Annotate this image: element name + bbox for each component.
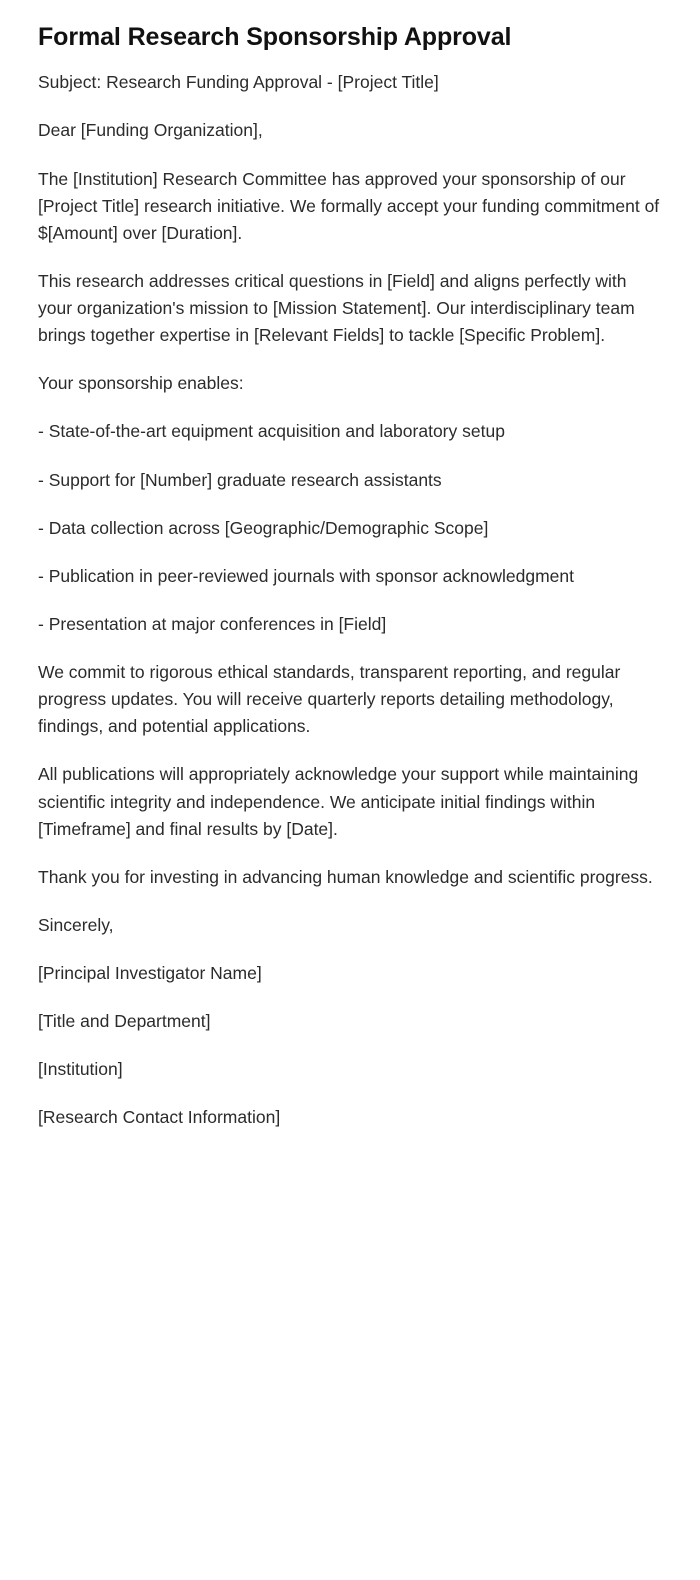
list-item: - State-of-the-art equipment acquisition and laboratory setup (38, 421, 505, 442)
subject-line: Subject: Research Funding Approval - [Project Title] (38, 72, 439, 93)
signature-line: [Research Contact Information] (38, 1107, 281, 1128)
signature-line: [Institution] (38, 1059, 123, 1080)
page-title: Formal Research Sponsorship Approval (38, 23, 512, 51)
signature-line: [Principal Investigator Name] (38, 963, 262, 983)
signature-line: [Title and Department] (38, 1011, 211, 1032)
body-paragraph: We commit to rigorous ethical standards, transparent reporting, and regular progress updates. You will receive quarterly reports detailing methodology, findings, and potential applications. (38, 662, 621, 737)
list-item: - Data collection across [Geographic/Demographic Scope] (38, 517, 489, 538)
body-paragraph: This research addresses critical questions in [Field] and aligns perfectly with your organization's mission to [Mission Statement]. Our interdisciplinary team brings together expertise in [Relevant Fields] to tackle [Specific Problem]. (38, 270, 635, 346)
closing: Sincerely, (38, 914, 114, 935)
list-item: - Publication in peer-reviewed journals with sponsor acknowledgment (38, 565, 574, 586)
salutation: Dear [Funding Organization], (38, 120, 263, 141)
body-paragraph: The [Institution] Research Committee has approved your sponsorship of our [Project Title] research initiative. We formally accept your funding commitment of $[Amount] over [Duration]. (38, 168, 660, 243)
list-intro: Your sponsorship enables: (38, 373, 244, 394)
list-item: - Support for [Number] graduate research assistants (38, 469, 442, 490)
body-paragraph: Thank you for investing in advancing human knowledge and scientific progress. (38, 866, 653, 887)
body-paragraph: All publications will appropriately acknowledge your support while maintaining scientific integrity and independence. We anticipate initial findings within [Timeframe] and final results by [Date]. (38, 764, 639, 839)
list-item: - Presentation at major conferences in [Field] (38, 613, 387, 634)
